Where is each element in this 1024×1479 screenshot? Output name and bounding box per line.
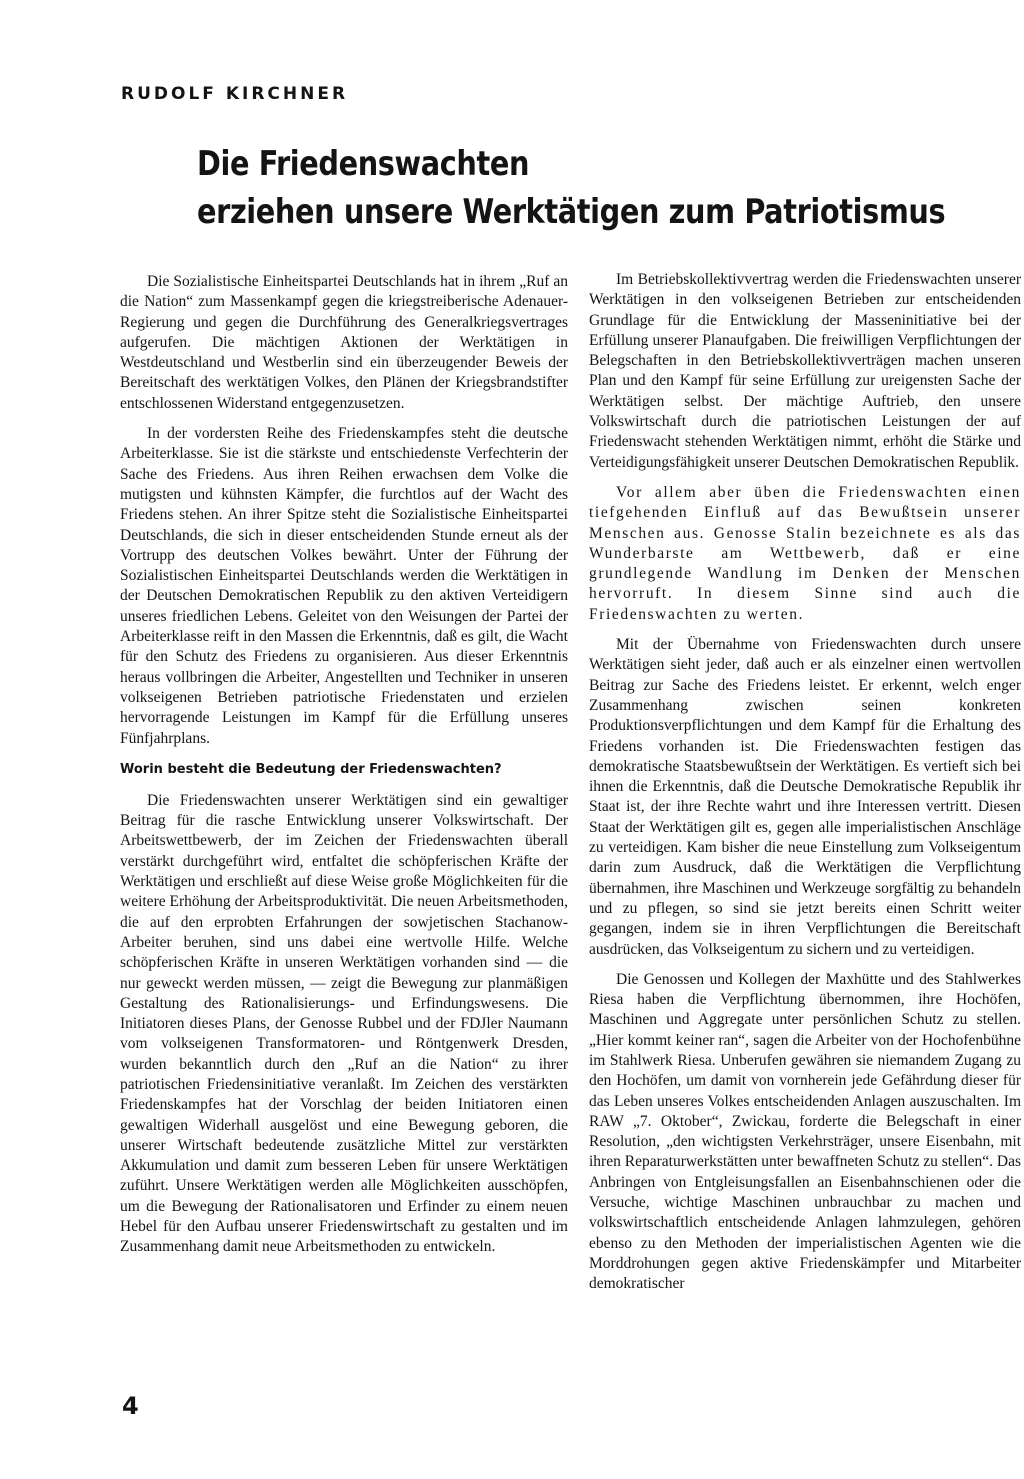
left-text-column bbox=[120, 272, 568, 1258]
article-title bbox=[197, 140, 973, 236]
right-paragraph-3: Mit der Übernahme von Friedenswachten durch unsere Werktätigen sieht jeder, daß auch er als einzelner einen wertvollen Beitrag zur Sache des Friedens leistet. Er erkennt, welch enger Zusammenhang zwischen seinen konkreten Produktionsverpflichtungen und dem Kampf für die Erhaltung des Friedens vorhanden ist. Die Friedenswachten festigen das demokratische Staatsbewußtsein der Werktätigen. Es vertieft sich bei ihnen die Erkenntnis, daß die Deutsche Demokratische Republik ihr Staat ist, der ihre Rechte wahrt und ihre Interessen vertritt. Diesen Staat der Werktätigen gilt es, gegen alle imperialistischen Anschläge zu verteidigen. Kam bisher die neue Einstellung zum Volkseigentum darin zum Ausdruck, daß die Werktätigen die Verpflichtung übernahmen, ihre Maschinen und Werkzeuge sorgfältig zu behandeln und zu pflegen, so sind sie jetzt bereits einen Schritt weiter gegangen, indem sie in ihren Verpflichtungen die Bereitschaft ausdrücken, das Volkseigentum zu sichern und zu verteidigen. bbox=[589, 636, 1021, 958]
left-paragraph-2: In der vordersten Reihe des Friedenskampfes steht die deutsche Arbeiterklasse. Sie ist die stärkste und entschiedenste Verfechterin der Sache des Friedens. Aus ihren Reihen erwachsen dem Volke die mutigsten und kühnsten Kämpfer, die furchtlos auf der Wacht des Friedens stehen. An ihrer Spitze steht die Sozialistische Einheitspartei Deutschlands, die sich in dieser entscheidenden Stunde erneut als der Vortrupp des deutschen Volkes bewährt. Unter der Führung der Sozialistischen Einheitspartei Deutschlands werden die Werktätigen in der Deutschen Demokratischen Republik zu den aktiven Verteidigern unseres friedlichen Lebens. Geleitet von den Weisungen der Partei der Arbeiterklasse reift in den Massen die Erkenntnis, daß es gilt, die Wacht für den Schutz des Friedens zu organisieren. Aus dieser Erkenntnis heraus vollbringen die Arbeiter, Angestellten und Techniker in unseren volkseigenen Betrieben patriotische Friedenstaten und erzielen hervorragende Leistungen im Kampf für die Erfüllung unseres Fünfjahrplans. bbox=[120, 425, 568, 747]
right-text-column bbox=[589, 270, 1021, 1295]
right-paragraph-4: Die Genossen und Kollegen der Maxhütte und des Stahlwerkes Riesa haben die Verpflichtung übernommen, ihre Hochöfen, Maschinen und Aggregate unter persönlichen Schutz zu stellen. „Hier kommt keiner ran“, sagen die Arbeiter von der Hochofenbühne im Stahlwerk Riesa. Unberufen gewähren sie niemandem Zugang zu den Hochöfen, um damit von vornherein jede Gefährdung dieser für das Leben unseres Volkes entscheidenden Anlagen auszuschalten. Im RAW „7. Oktober“, Zwickau, forderte die Belegschaft in einer Resolution, „den wichtigsten Verkehrsträger, unsere Eisenbahn, mit ihren Reparaturwerkstätten unter bewaffneten Schutz zu stellen“. Das Anbringen von Entgleisungsfallen an Eisenbahnschienen oder die Versuche, wichtige Maschinen unbrauchbar zu machen und volkswirtschaftlich entscheidende Anlagen lahmzulegen, gehören ebenso zu den Methoden der imperialistischen Agenten wie die Morddrohungen gegen aktive Friedenskämpfer und Mitarbeiter demokratischer bbox=[589, 970, 1021, 1293]
right-paragraph-2-emphasis: Vor allem aber üben die Friedenswachten einen tiefgehenden Einfluß auf das Bewußtsein unserer Menschen aus. Genosse Stalin bezeichnete es als das Wunderbarste am Wettbewerb, daß er eine grundlegende Wandlung im Denken der Menschen hervorruft. In diesem Sinne sind auch die Friedenswachten zu werten. bbox=[589, 483, 1021, 623]
article-title-line-2: erziehen unsere Werktätigen zum Patriotismus bbox=[197, 192, 946, 232]
section-subheading: Worin besteht die Bedeutung der Friedenswachten? bbox=[120, 761, 502, 777]
left-paragraph-3: Die Friedenswachten unserer Werktätigen sind ein gewaltiger Beitrag für die rasche Entwicklung unserer Volkswirtschaft. Der Arbeitswettbewerb, der im Zeichen der Friedenswachten überall verstärkt durchgeführt wird, entfaltet die schöpferischen Kräfte der Werktätigen und erschließt auf diese Weise große Möglichkeiten für die weitere Erhöhung der Arbeitsproduktivität. Die neuen Arbeitsmethoden, die auf den erprobten Erfahrungen der sowjetischen Stachanow-Arbeiter beruhen, sind uns dabei eine wertvolle Hilfe. Welche schöpferischen Kräfte in unseren Werktätigen vorhanden sind — die nur geweckt werden müssen, — zeigt die Bewegung zur planmäßigen Gestaltung des Rationalisierungs- und Erfindungswesens. Die Initiatoren dieses Plans, der Genosse Rubbel und der FDJler Naumann vom volkseigenen Transformatoren- und Röntgenwerk Dresden, wurden bekanntlich durch den „Ruf an die Nation“ zu ihrer patriotischen Friedensinitiative veranlaßt. Im Zeichen des verstärkten Friedenskampfes hat der Vorschlag der beiden Initiatoren einen gewaltigen Widerhall ausgelöst und eine Bewegung geboren, die unserer Wirtschaft bedeutende zusätzliche Mittel zur verstärkten Akkumulation und damit zum besseren Leben für unsere Werktätigen zuführt. Unsere Werktätigen werden alle Möglichkeiten ausschöpfen, um die Bewegung der Rationalisatoren und Erfinder zu einem neuen Hebel für den Aufbau unserer Friedenswirtschaft zu gestalten und im Zusammenhang damit neue Arbeitsmethoden zu entwickeln. bbox=[120, 791, 568, 1256]
right-paragraph-1: Im Betriebskollektivvertrag werden die Friedenswachten unserer Werktätigen in den volkseigenen Betrieben zur entscheidenden Grundlage für die Entwicklung der Masseninitiative bei der Erfüllung unserer Planaufgaben. Die freiwilligen Verpflichtungen der Belegschaften in den Betriebskollektivverträgen machen unseren Plan und den Kampf für seine Erfüllung zur ureigensten Sache der Werktätigen selbst. Der mächtige Auftrieb, den unsere Volkswirtschaft durch die patriotischen Leistungen der auf Friedenswacht stehenden Werktätigen nimmt, erhöht die Stärke und Verteidigungsfähigkeit unserer Deutschen Demokratischen Republik. bbox=[589, 271, 1021, 471]
left-paragraph-1: Die Sozialistische Einheitspartei Deutschlands hat in ihrem „Ruf an die Nation“ zum Massenkampf gegen die kriegstreiberische Adenauer-Regierung und gegen die Durchführung des Generalkriegsvertrages aufgerufen. Die mächtigen Aktionen der Werktätigen in Westdeutschland und Westberlin sind ein überzeugender Beweis der Bereitschaft des werktätigen Volkes, den Plänen der Kriegsbrandstifter entschlossenen Widerstand entgegenzusetzen. bbox=[120, 273, 568, 412]
article-title-line-1: Die Friedenswachten bbox=[197, 144, 530, 184]
page-number: 4 bbox=[122, 1392, 139, 1420]
author-name: RUDOLF KIRCHNER bbox=[121, 84, 349, 104]
